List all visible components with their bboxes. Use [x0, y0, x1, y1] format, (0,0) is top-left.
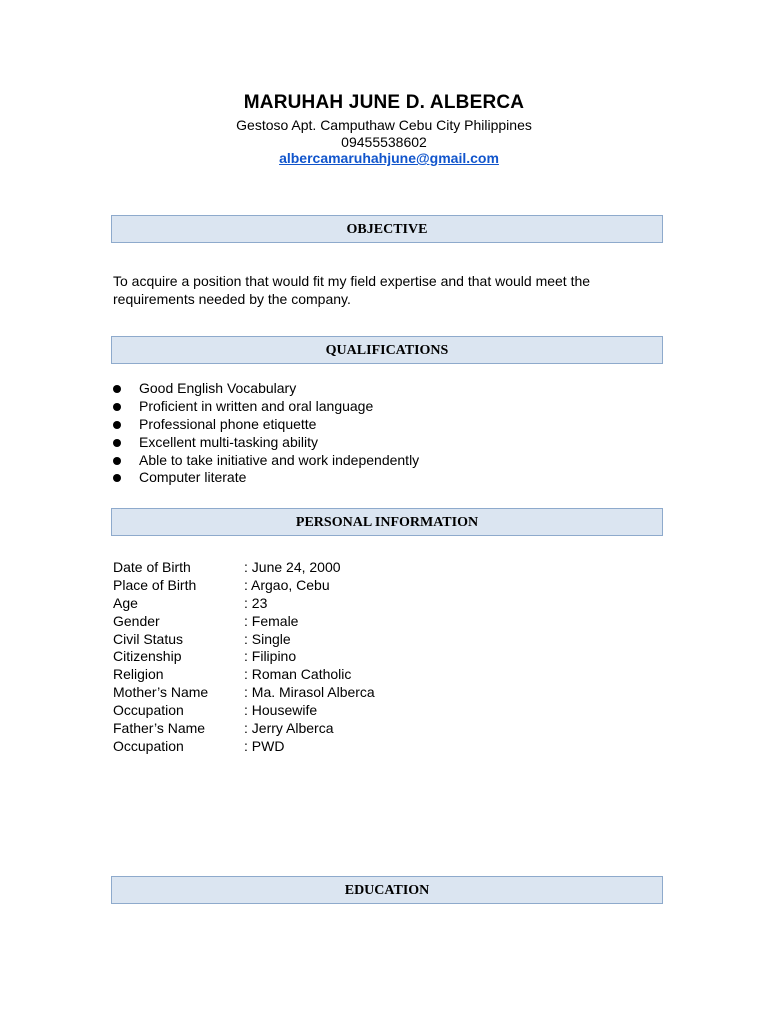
- bullet-icon: [113, 474, 121, 482]
- qualification-text: Professional phone etiquette: [139, 415, 317, 432]
- bullet-icon: [113, 421, 121, 429]
- qualifications-list: [113, 380, 419, 487]
- list-item: [113, 416, 419, 434]
- qualification-text: Excellent multi-tasking ability: [139, 433, 318, 450]
- info-value: : Female: [244, 612, 299, 629]
- objective-heading: OBJECTIVE: [111, 215, 663, 243]
- info-value: : Single: [244, 630, 291, 647]
- info-label: Religion: [113, 666, 164, 683]
- info-label: Place of Birth: [113, 576, 197, 593]
- info-value: : Ma. Mirasol Alberca: [244, 684, 375, 701]
- list-item: [113, 434, 419, 452]
- info-value: : Housewife: [244, 702, 318, 719]
- bullet-icon: [113, 457, 121, 465]
- info-label: Father’s Name: [113, 720, 206, 737]
- info-value: : Jerry Alberca: [244, 720, 334, 737]
- info-label: Occupation: [113, 737, 184, 754]
- qualification-text: Proficient in written and oral language: [139, 397, 374, 414]
- info-value: : 23: [244, 594, 268, 611]
- info-label: Date of Birth: [113, 559, 191, 575]
- qualification-text: Good English Vocabulary: [139, 380, 297, 396]
- phone-number: 09455538602: [341, 134, 427, 150]
- info-value: : Roman Catholic: [244, 666, 352, 683]
- bullet-icon: [113, 403, 121, 411]
- info-value: : Argao, Cebu: [244, 576, 330, 593]
- education-heading: EDUCATION: [111, 876, 663, 904]
- list-item: [113, 380, 419, 398]
- info-value: : PWD: [244, 737, 285, 754]
- list-item: [113, 398, 419, 416]
- bullet-icon: [113, 439, 121, 447]
- info-label: Civil Status: [113, 630, 184, 647]
- bullet-icon: [113, 385, 121, 393]
- info-label: Mother’s Name: [113, 684, 209, 701]
- info-value: : Filipino: [244, 648, 297, 665]
- qualification-text: Able to take initiative and work independently: [139, 451, 420, 468]
- info-label: Age: [113, 594, 138, 611]
- address: Gestoso Apt. Camputhaw Cebu City Philippines: [236, 117, 532, 133]
- list-item: [113, 469, 419, 487]
- info-label: Gender: [113, 612, 160, 629]
- email-link[interactable]: [0, 150, 768, 166]
- qualifications-heading: QUALIFICATIONS: [111, 336, 663, 364]
- personal-info-heading: PERSONAL INFORMATION: [111, 508, 663, 536]
- info-label: Citizenship: [113, 648, 182, 665]
- email-link-text[interactable]: albercamaruhahjune@gmail.com: [279, 150, 499, 166]
- info-label: Occupation: [113, 702, 184, 719]
- resume-name: MARUHAH JUNE D. ALBERCA: [243, 92, 525, 113]
- objective-text: To acquire a position that would fit my field expertise and that would meet the requirements needed by the company.: [113, 273, 591, 307]
- info-value: : June 24, 2000: [244, 559, 341, 575]
- qualification-text: Computer literate: [139, 469, 247, 486]
- list-item: [113, 452, 419, 470]
